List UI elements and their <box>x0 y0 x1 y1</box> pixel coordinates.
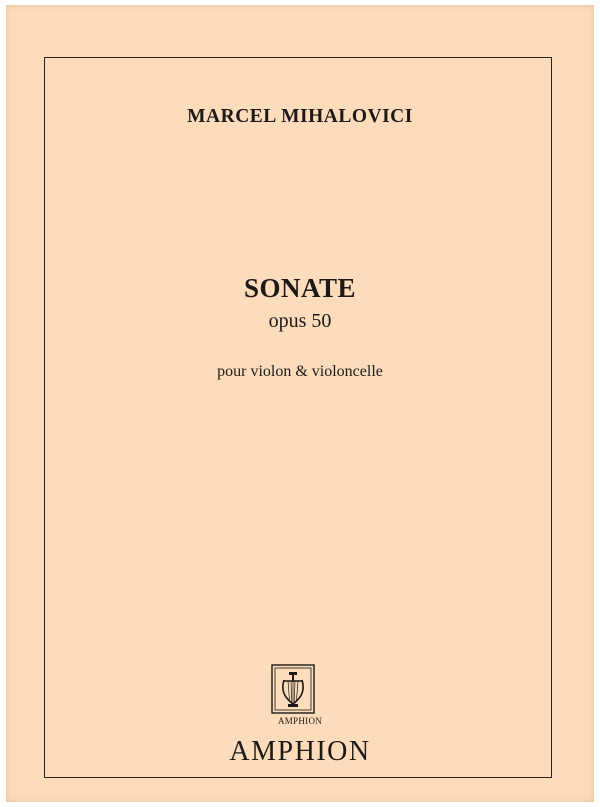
amphion-lyre-icon <box>271 664 315 714</box>
logo-caption: AMPHION <box>277 716 323 726</box>
composer-name: MARCEL MIHALOVICI <box>187 106 413 127</box>
work-title: SONATE <box>243 273 357 303</box>
score-cover <box>6 5 594 802</box>
instrumentation: pour violon & violoncelle <box>217 363 383 380</box>
opus-number: opus 50 <box>268 310 332 332</box>
publisher-name: AMPHION <box>229 736 371 767</box>
